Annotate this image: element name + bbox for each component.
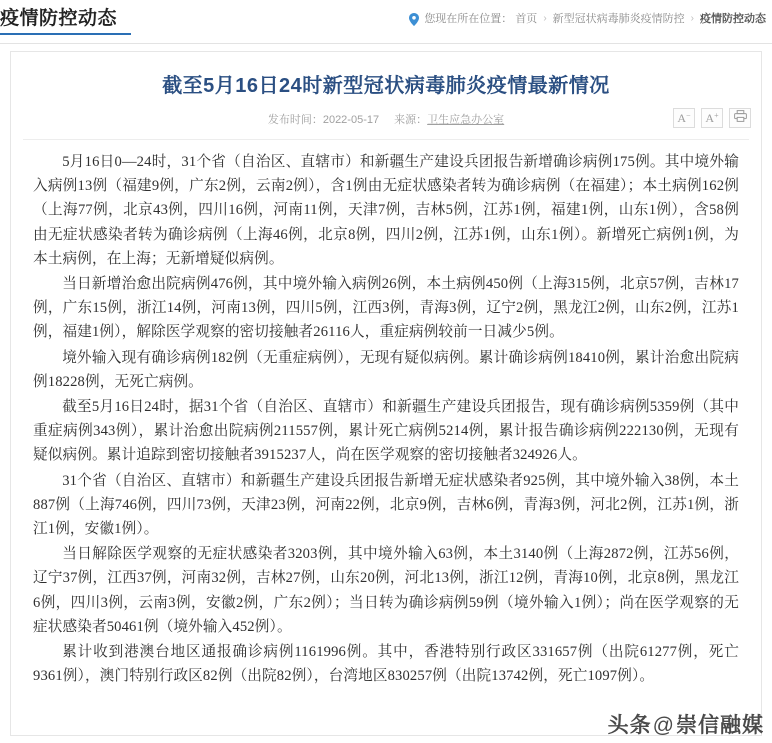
printer-icon <box>734 110 747 126</box>
print-button[interactable] <box>729 108 751 128</box>
font-decrease-button[interactable] <box>673 108 695 128</box>
breadcrumb-item-covid-prevention[interactable]: 新型冠状病毒肺炎疫情防控 <box>552 13 685 25</box>
font-decrease-sup: − <box>686 111 691 120</box>
article-paragraph: 当日新增治愈出院病例476例，其中境外输入病例26例，本土病例450例（上海315例，北京57例，吉林17例，广东15例，浙江14例，河南13例，四川5例，江西3例，青海3例，辽宁2例，黑龙江2例，山东2例，江苏1例，福建1例），解除医学观察的密切接触者26116人，重症病例较前一日减少5例。 <box>33 276 740 341</box>
location-pin-icon <box>409 13 419 26</box>
watermark-at: @ <box>652 714 675 737</box>
breadcrumb-current: 疫情防控动态 <box>700 13 766 25</box>
article-source-label: 来源： <box>394 114 428 126</box>
article-paragraph: 5月16日0—24时，31个省（自治区、直辖市）和新疆生产建设兵团报告新增确诊病例175例。其中境外输入病例13例（福建9例，广东2例，云南2例），含1例由无症状感染者转为确诊病例（在福建）；本土病例162例（上海77例，北京43例，四川16例，河南11例，天津7例，吉林5例，江苏1例，福建1例，山东1例），含58例由无症状感染者转为确诊病例（上海46例，北京8例，四川2例，江苏1例，山东1例）。新增死亡病例1例，为本土病例，在上海；无新增疑似病例。 <box>33 154 739 267</box>
breadcrumb <box>409 10 766 26</box>
article-paragraph: 累计收到港澳台地区通报确诊病例1161996例。其中，香港特别行政区331657例（出院61277例，死亡9361例），澳门特别行政区82例（出院82例），台湾地区830257例（出院13742例，死亡1097例）。 <box>33 644 739 685</box>
font-decrease-label: A <box>677 111 687 125</box>
article-paragraph: 境外输入现有确诊病例182例（无重症病例），无现有疑似病例。累计确诊病例18410例，累计治愈出院病例18228例，无死亡病例。 <box>33 349 739 390</box>
page-header <box>0 0 772 44</box>
watermark-account: 崇信融媒 <box>676 714 764 737</box>
breadcrumb-separator-1: › <box>543 12 547 24</box>
publish-time-label: 发布时间： <box>267 114 323 126</box>
article-paragraph: 截至5月16日24时，据31个省（自治区、直辖市）和新疆生产建设兵团报告，现有确诊病例5359例（其中重症病例343例），累计治愈出院病例211557例，累计死亡病例5214例，累计报告确诊病例222130例，无现有疑似病例。累计追踪到密切接触者3915237人，尚在医学观察的密切接触者324926人。 <box>33 399 739 464</box>
breadcrumb-separator-2: › <box>690 12 694 24</box>
article-tools <box>673 108 751 128</box>
header-divider <box>0 43 772 44</box>
article-title: 截至5月16日24时新型冠状病毒肺炎疫情最新情况 <box>162 75 610 97</box>
article-card <box>10 51 762 736</box>
font-increase-button[interactable] <box>701 108 723 128</box>
breadcrumb-label: 您现在所在位置： <box>424 13 513 25</box>
publish-time <box>268 114 379 126</box>
article-meta <box>11 112 761 128</box>
publish-time-value: 2022-05-17 <box>322 114 380 126</box>
meta-divider <box>23 139 749 140</box>
breadcrumb-item-home[interactable]: 首页 <box>515 13 538 25</box>
article-source <box>394 114 504 126</box>
article-paragraph: 31个省（自治区、直辖市）和新疆生产建设兵团报告新增无症状感染者925例，其中境外输入38例，本土887例（上海746例，四川73例，天津23例，河南22例，北京9例，吉林6例，青海3例，河北2例，江苏1例，浙江1例，安徽1例）。 <box>33 472 739 538</box>
article-body <box>33 150 739 688</box>
font-increase-label: A <box>705 111 715 125</box>
article-source-value: 卫生应急办公室 <box>427 114 505 126</box>
page-title: 疫情防控动态 <box>0 8 118 29</box>
article-paragraph: 当日解除医学观察的无症状感染者3203例，其中境外输入63例，本土3140例（上海2872例，江苏56例，辽宁37例，江西37例，河南32例，吉林27例，山东20例，河北13例，浙江12例，青海10例，北京8例，黑龙江6例，四川3例，云南3例，安徽2例，广东2例）；当日转为确诊病例59例（境外输入1例）；尚在医学观察的无症状感染者50461例（境外输入452例）。 <box>33 546 739 635</box>
font-increase-sup: + <box>714 111 719 120</box>
watermark-brand: 头条 <box>607 714 652 737</box>
watermark <box>608 709 764 739</box>
page-title-underline <box>0 33 131 35</box>
